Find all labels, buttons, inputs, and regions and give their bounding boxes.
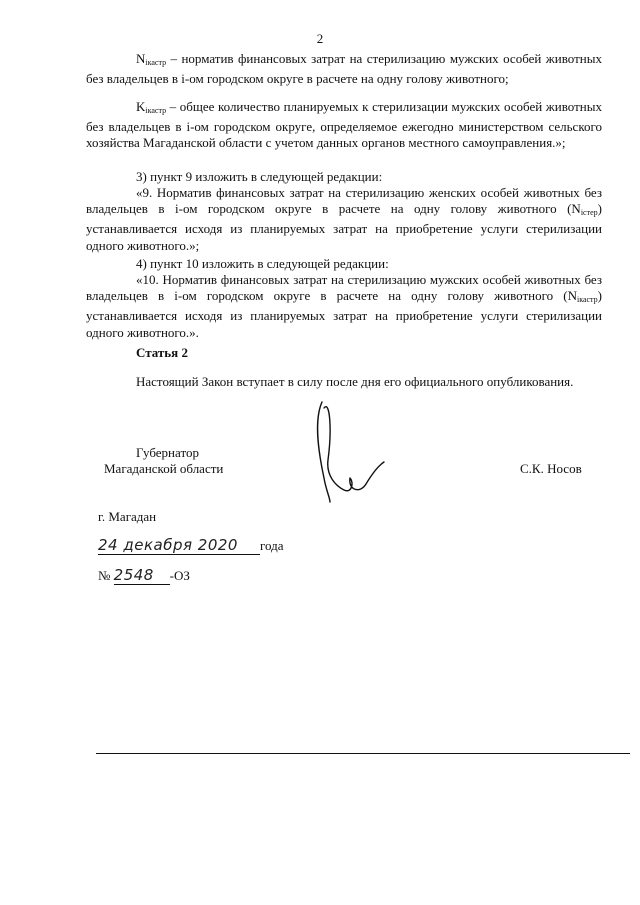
article-heading: Статья 2 [136, 345, 188, 360]
point9-intro: 3) пункт 9 изложить в следующей редакции: [136, 169, 383, 184]
point9-text [86, 185, 602, 254]
place: г. Магадан [98, 509, 157, 524]
definition-n-kastr [86, 51, 602, 87]
signer-title-line2: Магаданской области [104, 461, 224, 476]
article-text: Настоящий Закон вступает в силу после дня его официального опубликования. [136, 374, 574, 389]
number-prefix: № [98, 568, 111, 583]
signer-name: С.К. Носов [520, 461, 582, 476]
point10-intro: 4) пункт 10 изложить в следующей редакции: [136, 256, 389, 271]
symbol: K [136, 99, 146, 114]
footer-divider [96, 753, 630, 754]
subscript: iстер [580, 208, 598, 218]
definition-k-kastr [86, 99, 602, 152]
text-part: ) устанавливается исходя из планируемых затрат на приобретение услуги стерилизации одного животного.»; [86, 201, 602, 253]
symbol: N [136, 51, 146, 66]
number-suffix: -ОЗ [169, 568, 190, 583]
definition-text: – норматив финансовых затрат на стерилизацию мужских особей животных без владельцев в i-ом городском округе в расчете на одну голову животного; [86, 51, 602, 87]
subscript: iкастр [145, 58, 167, 67]
point10-text [86, 272, 602, 341]
date-suffix: года [260, 538, 284, 553]
date-handwritten: 24 декабря 2020 [98, 536, 260, 555]
signer-title-line1: Губернатор [136, 445, 199, 460]
subscript: iкастр [145, 106, 167, 115]
definition-text: – общее количество планируемых к стерилизации мужских особей животных без владельцев в i-ом городском округе, определяемое ежегодно министерством сельского хозяйства Магаданской области с учетом данных органов местного самоуправления.»; [86, 99, 602, 151]
law-number-line [98, 566, 190, 585]
text-part: «9. Норматив финансовых затрат на стерилизацию женских особей животных без владельцев в i-ом городском округе в расчете на одну голову животного (N [86, 185, 602, 217]
number-handwritten: 2548 [114, 566, 170, 585]
date-line [98, 536, 284, 555]
text-part: ) устанавливается исходя из планируемых затрат на приобретение услуги стерилизации одного животного.». [86, 288, 602, 340]
text-part: «10. Норматив финансовых затрат на стерилизацию мужских особей животных без владельцев в i-ом городском округе в расчете на одну голову животного (N [86, 272, 602, 304]
handwritten-signature [300, 390, 400, 510]
subscript: iкастр [576, 295, 598, 305]
page-number: 2 [316, 31, 324, 46]
